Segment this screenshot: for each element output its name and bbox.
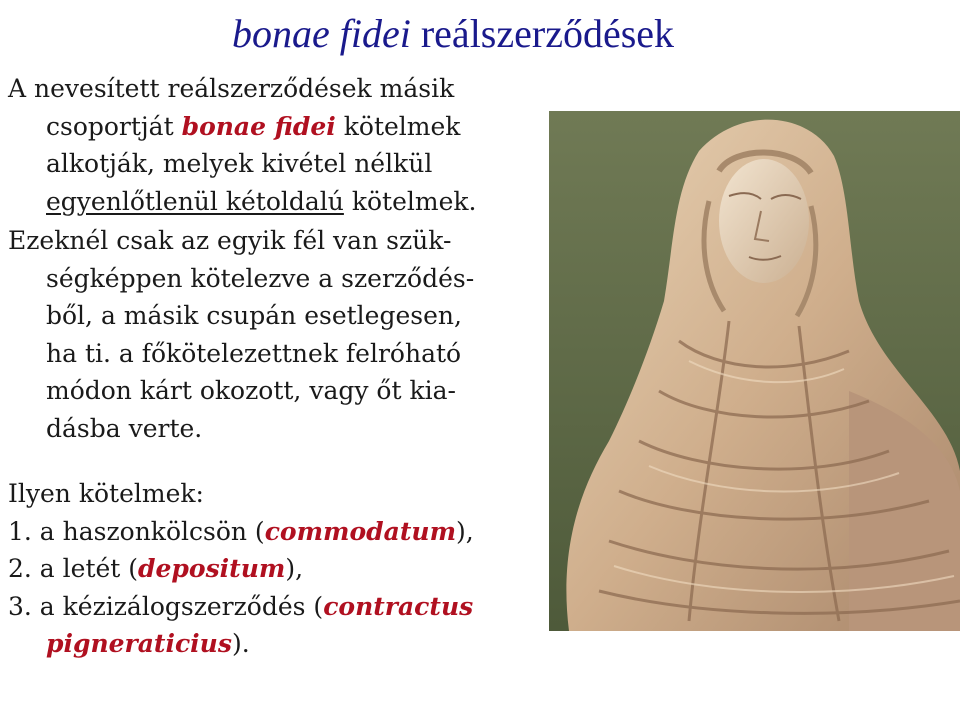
list-item (8, 588, 538, 626)
intro-line-1: A nevesített reálszerződések másik (8, 74, 455, 103)
intro-line-2 (8, 108, 538, 146)
detail-line-4: ha ti. a főkötelezettnek felróható (46, 338, 462, 368)
detail-paragraph (8, 222, 538, 447)
list-text: ). (231, 629, 250, 658)
list-text: 1. a haszonkölcsön ( (8, 516, 265, 546)
slide-title (232, 10, 674, 57)
latin-term: contractus (323, 591, 474, 621)
latin-term: pigneraticius (46, 629, 232, 658)
intro-line-3: alkotják, melyek kivétel nélkül (46, 149, 433, 178)
list-heading: Ilyen kötelmek: (8, 479, 204, 508)
detail-line-3: ből, a másik csupán esetlegesen, (46, 301, 462, 330)
intro-text: kötelmek (335, 111, 461, 141)
latin-term: commodatum (264, 516, 457, 546)
latin-term: depositum (138, 554, 286, 583)
list-item (8, 513, 538, 551)
list-item (8, 550, 538, 588)
underlined-phrase: egyenlőtlenül kétoldalú (46, 186, 344, 216)
intro-text: kötelmek. (343, 186, 477, 216)
detail-line-5: módon kárt okozott, vagy őt kia- (46, 376, 456, 405)
obligations-list (8, 475, 538, 663)
intro-paragraph (8, 70, 538, 220)
list-text: ), (456, 516, 474, 546)
list-text: ), (285, 554, 304, 583)
title-italic: bonae fidei (232, 11, 411, 56)
list-text: 2. a letét ( (8, 554, 139, 583)
intro-line-4 (8, 183, 538, 221)
list-text: 3. a kézizálogszerződés ( (8, 591, 324, 621)
detail-line-2: ségképpen kötelezve a szerződés- (46, 263, 475, 293)
detail-line-1: Ezeknél csak az egyik fél van szük- (8, 226, 452, 255)
detail-line-6: dásba verte. (46, 413, 203, 443)
intro-text: csoportját (46, 111, 182, 141)
statue-image (549, 111, 960, 631)
list-item-continuation (8, 625, 538, 663)
title-rest: reálszerződések (410, 11, 675, 56)
bonae-fidei-emphasis: bonae fidei (181, 111, 336, 141)
